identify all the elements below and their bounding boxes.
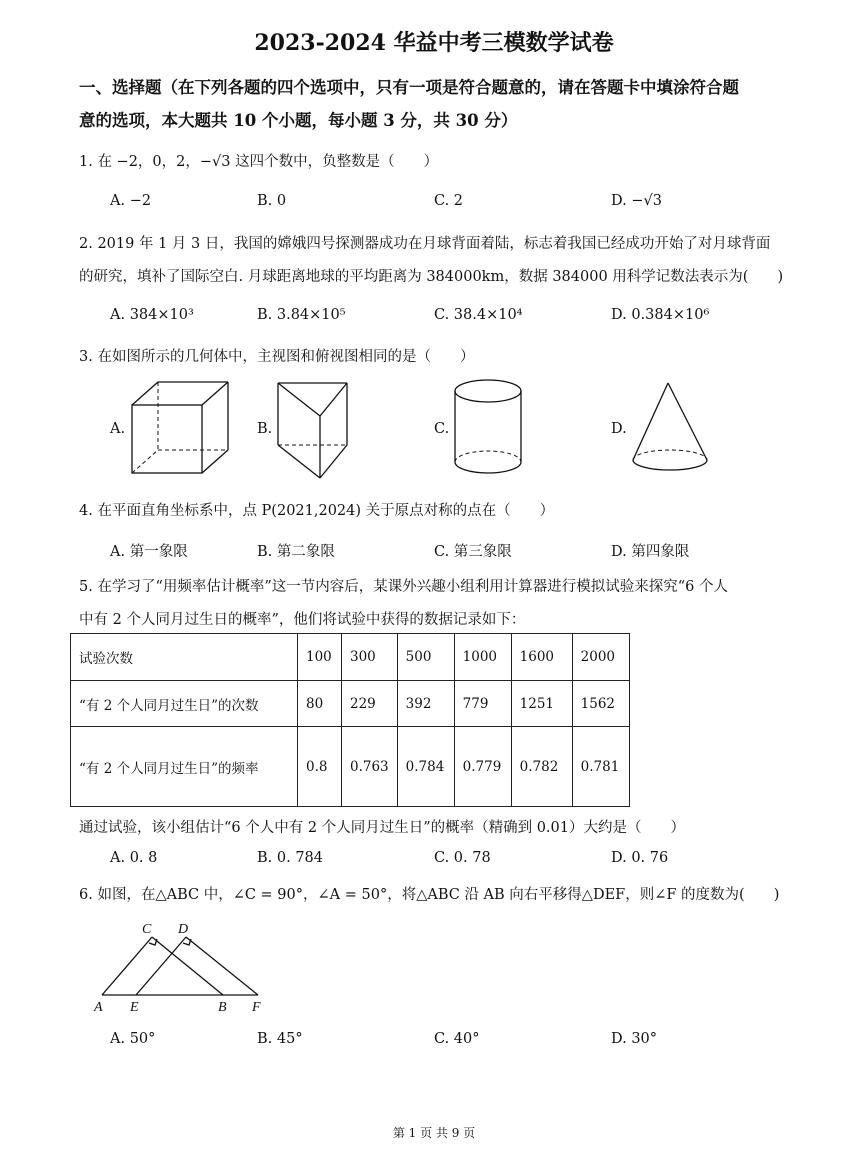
question-5-line2: 中有 2 个人同月过生日的概率”，他们将试验中获得的数据记录如下：	[79, 612, 526, 628]
q2-option-c: C. 38.4×10⁴	[434, 307, 523, 323]
question-5-ask: 通过试验，该小组估计“6 个人中有 2 个人同月过生日”的概率（精确到 0.01）大约是（ ）	[79, 820, 685, 836]
question-5-line1: 5. 在学习了“用频率估计概率”这一节内容后，某课外兴趣小组利用计算器进行模拟试验来探究“6 个人	[79, 579, 729, 595]
q4-option-b: B. 第二象限	[257, 544, 335, 560]
q5-option-c: C. 0. 78	[434, 850, 491, 866]
label-c: C	[142, 922, 152, 937]
q5-option-b: B. 0. 784	[257, 850, 323, 866]
table-cell: 0.784	[397, 727, 454, 807]
q1-option-a: A. −2	[110, 193, 152, 209]
exam-title: 2023-2024 华益中考三模数学试卷	[254, 30, 614, 56]
table-cell: 1562	[572, 681, 629, 727]
table-cell: 0.8	[298, 727, 342, 807]
q2-option-b: B. 3.84×10⁵	[257, 307, 346, 323]
cylinder-figure	[452, 378, 527, 480]
question-1-text: 1. 在 −2，0，2，−√3 这四个数中，负整数是（ ）	[79, 154, 439, 170]
section-heading-line1: 一、选择题（在下列各题的四个选项中，只有一项是符合题意的，请在答题卡中填涂符合题	[79, 78, 739, 97]
table-cell: “有 2 个人同月过生日”的次数	[71, 681, 298, 727]
table-cell: 0.763	[342, 727, 398, 807]
table-cell: “有 2 个人同月过生日”的频率	[71, 727, 298, 807]
table-cell: 0.781	[572, 727, 629, 807]
q6-option-c: C. 40°	[434, 1031, 480, 1047]
table-cell: 1600	[511, 634, 572, 681]
q1-option-d: D. −√3	[611, 193, 662, 209]
q3-option-c: C.	[434, 421, 450, 437]
table-cell: 0.779	[454, 727, 511, 807]
label-b: B	[218, 1000, 227, 1015]
q6-option-b: B. 45°	[257, 1031, 303, 1047]
q2-option-d: D. 0.384×10⁶	[611, 307, 710, 323]
q4-option-c: C. 第三象限	[434, 544, 512, 560]
table-cell: 0.782	[511, 727, 572, 807]
table-cell: 392	[397, 681, 454, 727]
table-cell: 1251	[511, 681, 572, 727]
label-d: D	[178, 922, 189, 937]
question-6-text: 6. 如图，在△ABC 中，∠C = 90°，∠A = 50°，将△ABC 沿 AB 向右平移得△DEF，则∠F 的度数为( )	[79, 887, 780, 903]
q4-option-a: A. 第一象限	[110, 544, 188, 560]
q1-option-b: B. 0	[257, 193, 287, 209]
q3-option-d: D.	[611, 421, 627, 437]
triangular-prism-figure	[275, 380, 355, 480]
table-cell: 100	[298, 634, 342, 681]
q6-option-a: A. 50°	[110, 1031, 156, 1047]
table-cell: 80	[298, 681, 342, 727]
table-cell: 2000	[572, 634, 629, 681]
table-cell: 229	[342, 681, 398, 727]
q3-option-b: B.	[257, 421, 273, 437]
table-cell: 500	[397, 634, 454, 681]
cube-figure	[130, 380, 240, 480]
q4-option-d: D. 第四象限	[611, 544, 690, 560]
table-cell: 试验次数	[71, 634, 298, 681]
table-cell: 779	[454, 681, 511, 727]
translated-triangles-figure	[90, 915, 280, 1015]
question-3-text: 3. 在如图所示的几何体中，主视图和俯视图相同的是（ ）	[79, 349, 475, 365]
q3-option-a: A.	[110, 421, 126, 437]
label-f: F	[252, 1000, 261, 1015]
q6-option-d: D. 30°	[611, 1031, 658, 1047]
section-heading-line2: 意的选项，本大题共 10 个小题，每小题 3 分，共 30 分）	[79, 111, 518, 130]
frequency-table	[70, 633, 630, 807]
q5-option-d: D. 0. 76	[611, 850, 669, 866]
q5-option-a: A. 0. 8	[110, 850, 158, 866]
question-2-line1: 2. 2019 年 1 月 3 日，我国的嫦娥四号探测器成功在月球背面着陆，标志着我国已经成功开始了对月球背面	[79, 236, 771, 252]
question-2-line2: 的研究，填补了国际空白. 月球距离地球的平均距离为 384000km，数据 384000 用科学记数法表示为( )	[79, 269, 784, 285]
cone-figure	[630, 380, 712, 475]
label-e: E	[130, 1000, 139, 1015]
q2-option-a: A. 384×10³	[110, 307, 194, 323]
question-4-text: 4. 在平面直角坐标系中，点 P(2021,2024) 关于原点对称的点在（ ）	[79, 503, 555, 519]
page-footer: 第 1 页 共 9 页	[392, 1126, 476, 1140]
table-row	[71, 681, 630, 727]
q1-option-c: C. 2	[434, 193, 464, 209]
table-row	[71, 634, 630, 681]
label-a: A	[94, 1000, 103, 1015]
table-row	[71, 727, 630, 807]
table-cell: 1000	[454, 634, 511, 681]
table-cell: 300	[342, 634, 398, 681]
